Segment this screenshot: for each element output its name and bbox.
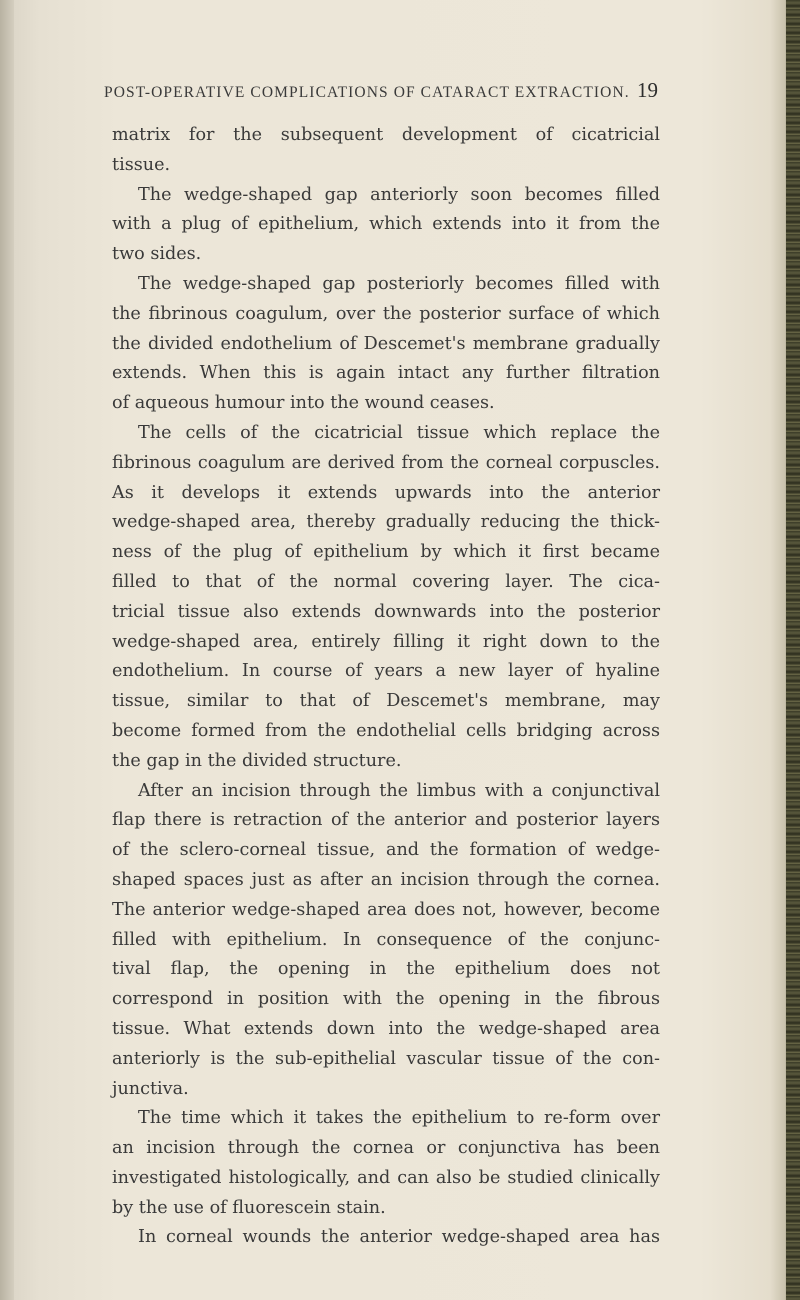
text-line: wedge-shaped area, entirely filling it right down to the (112, 631, 660, 652)
text-line: tival flap, the opening in the epithelium does not (112, 959, 660, 980)
text-line: correspond in position with the opening in the fibrous (112, 989, 660, 1010)
text-line: matrix for the subsequent development of cicatricial (112, 125, 660, 145)
running-header (104, 78, 664, 102)
text-line: ness of the plug of epithelium by which it first became (112, 542, 660, 563)
body-text (112, 121, 660, 1253)
text-line: anteriorly is the sub-epithelial vascular tissue of the con- (112, 1048, 660, 1069)
text-line: tissue. (112, 154, 171, 175)
text-line: become formed from the endothelial cells bridging across (112, 720, 660, 741)
page-gutter-shadow (0, 0, 14, 1300)
text-line: wedge-shaped area, thereby gradually reducing the thick- (112, 512, 660, 533)
text-line: the fibrinous coagulum, over the posterior surface of which (112, 303, 660, 324)
text-line: filled with epithelium. In consequence of the conjunc- (112, 929, 660, 950)
text-line: investigated histologically, and can also be studied clinically (112, 1167, 660, 1188)
text-line: tissue, similar to that of Descemet's membrane, may (112, 691, 660, 712)
text-line: flap there is retraction of the anterior and posterior layers (112, 810, 660, 831)
text-line: fibrinous coagulum are derived from the corneal corpuscles. (112, 452, 660, 473)
text-line: In corneal wounds the anterior wedge-shaped area has (138, 1227, 660, 1248)
text-line: extends. When this is again intact any further filtration (112, 363, 660, 384)
text-line: junctiva. (112, 1078, 189, 1099)
text-line: tricial tissue also extends downwards into the posterior (112, 601, 660, 622)
text-line: the gap in the divided structure. (112, 750, 402, 771)
text-line: filled to that of the normal covering layer. The cica- (112, 571, 660, 592)
text-line: The time which it takes the epithelium to re-form over (138, 1108, 660, 1129)
text-line: The wedge-shaped gap anteriorly soon becomes filled (138, 184, 660, 205)
text-line: endothelium. In course of years a new layer of hyaline (112, 661, 660, 682)
text-line: of the sclero-corneal tissue, and the formation of wedge- (112, 840, 660, 861)
running-title: POST-OPERATIVE COMPLICATIONS OF CATARACT EXTRACTION. (104, 84, 630, 101)
text-line: The anterior wedge-shaped area does not, however, become (112, 899, 660, 920)
text-line: of aqueous humour into the wound ceases. (112, 393, 495, 414)
text-line: the divided endothelium of Descemet's membrane gradually (112, 333, 660, 354)
text-line: After an incision through the limbus with a conjunctival (138, 780, 660, 801)
page-number: 19 (637, 78, 658, 102)
text-line: by the use of fluorescein stain. (112, 1197, 386, 1218)
page-edge-binding (786, 0, 800, 1300)
text-line: shaped spaces just as after an incision through the cornea. (112, 869, 660, 890)
text-line: two sides. (112, 244, 202, 265)
text-line: an incision through the cornea or conjunctiva has been (112, 1138, 660, 1159)
text-line: The wedge-shaped gap posteriorly becomes filled with (138, 273, 660, 294)
text-line: with a plug of epithelium, which extends into it from the (112, 214, 660, 235)
text-line: The cells of the cicatricial tissue which replace the (138, 422, 660, 443)
text-line: As it develops it extends upwards into the anterior (112, 482, 660, 503)
text-line: tissue. What extends down into the wedge-shaped area (112, 1018, 660, 1039)
